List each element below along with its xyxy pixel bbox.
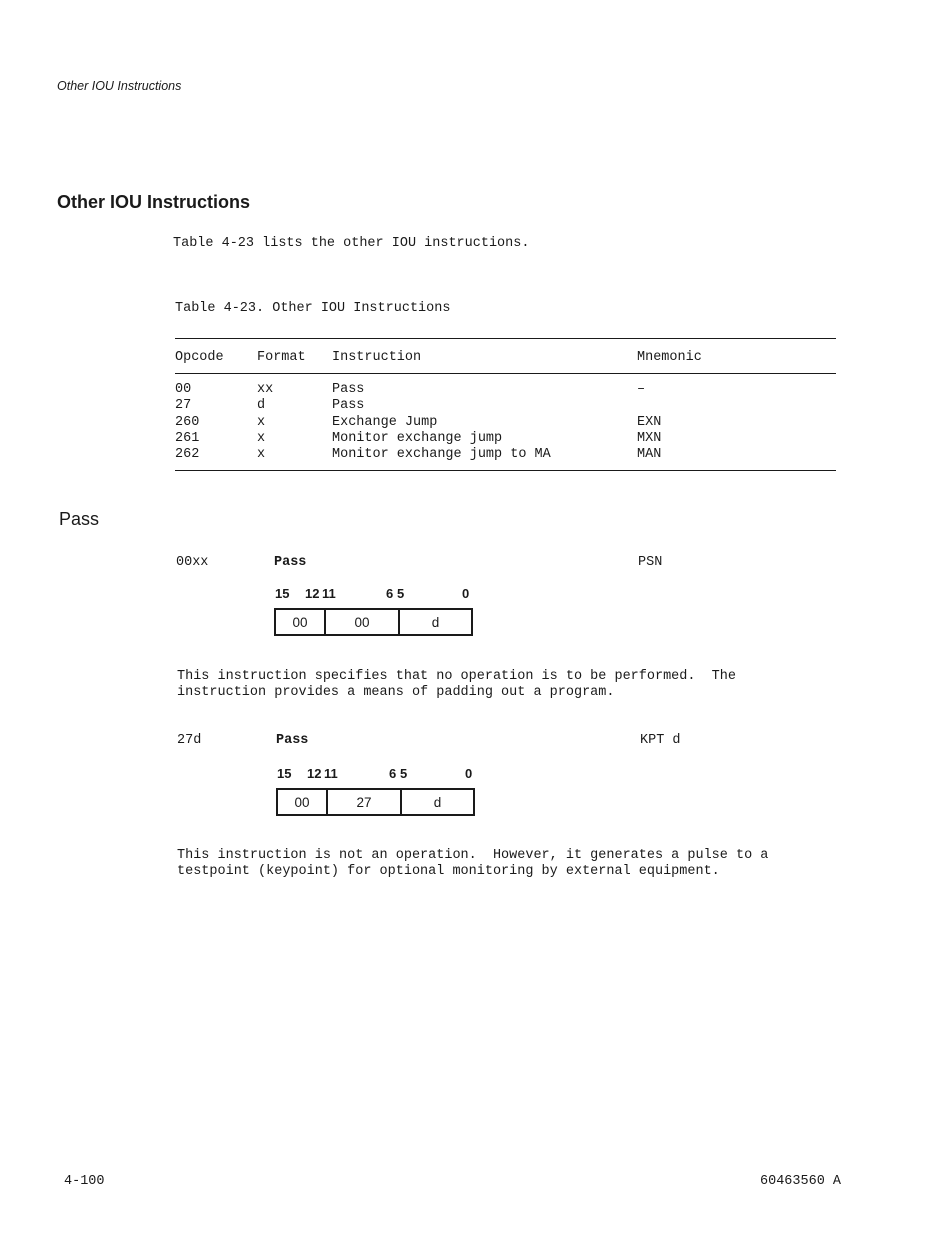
bit-label: 6 xyxy=(389,766,397,781)
bit-label: 11 xyxy=(324,766,338,781)
bit-label: 6 xyxy=(386,586,394,601)
column-header-format: Format xyxy=(257,350,306,365)
page-number: 4-100 xyxy=(64,1174,105,1189)
table-cell-mnemonic: MAN xyxy=(637,447,662,462)
intro-paragraph: Table 4-23 lists the other IOU instructions. xyxy=(173,236,530,251)
field-opcode-high: 00 xyxy=(276,610,326,634)
instruction-description: This instruction is not an operation. However, it generates a pulse to a testpoint (keypoint) for optional monitoring by external equipment. xyxy=(177,848,769,879)
column-header-opcode: Opcode xyxy=(175,350,224,365)
table-row xyxy=(175,398,836,414)
table-cell-opcode: 261 xyxy=(175,431,200,446)
bit-label: 12 xyxy=(305,586,320,601)
bit-label: 11 xyxy=(322,586,336,601)
instruction-name: Pass xyxy=(274,555,307,570)
instruction-mnemonic: KPT d xyxy=(640,733,681,748)
table-cell-mnemonic: MXN xyxy=(637,431,662,446)
bit-positions xyxy=(275,586,495,602)
instruction-format-diagram xyxy=(276,788,475,816)
instruction-code: 00xx xyxy=(176,555,209,570)
table-cell-opcode: 262 xyxy=(175,447,200,462)
table-cell-instruction: Pass xyxy=(332,382,365,397)
table-cell-opcode: 27 xyxy=(175,398,192,413)
table-bottom-rule xyxy=(175,470,836,471)
bit-label: 0 xyxy=(465,766,473,781)
instruction-name: Pass xyxy=(276,733,309,748)
running-head: Other IOU Instructions xyxy=(57,79,182,93)
table-row xyxy=(175,415,836,431)
instruction-format-diagram xyxy=(274,608,473,636)
field-d: d xyxy=(433,794,442,810)
bit-label: 5 xyxy=(400,766,408,781)
table-cell-instruction: Exchange Jump xyxy=(332,415,438,430)
field-opcode-high: 00 xyxy=(278,790,328,814)
table-header-rule xyxy=(175,373,836,374)
table-row xyxy=(175,431,836,447)
table-top-rule xyxy=(175,338,836,339)
instruction-mnemonic: PSN xyxy=(638,555,663,570)
bit-positions xyxy=(277,766,497,782)
table-cell-instruction: Pass xyxy=(332,398,365,413)
instruction-code: 27d xyxy=(177,733,202,748)
field-opcode-low: 27 xyxy=(328,790,402,814)
table-row xyxy=(175,447,836,463)
field-d: d xyxy=(431,614,440,630)
table-header-row xyxy=(175,350,836,366)
column-header-mnemonic: Mnemonic xyxy=(637,350,702,365)
table-cell-format: d xyxy=(257,398,266,413)
bit-label: 15 xyxy=(275,586,290,601)
section-title: Other IOU Instructions xyxy=(57,192,251,212)
table-cell-opcode: 260 xyxy=(175,415,200,430)
table-cell-format: xx xyxy=(257,382,274,397)
column-header-instruction: Instruction xyxy=(332,350,422,365)
field-opcode-low: 00 xyxy=(326,610,400,634)
bit-label: 12 xyxy=(307,766,322,781)
subsection-title: Pass xyxy=(59,509,100,529)
table-cell-mnemonic: EXN xyxy=(637,415,662,430)
table-cell-mnemonic: – xyxy=(637,382,646,397)
bit-label: 0 xyxy=(462,586,470,601)
table-cell-instruction: Monitor exchange jump xyxy=(332,431,503,446)
instruction-description: This instruction specifies that no operation is to be performed. The instruction provides a means of padding out a program. xyxy=(177,669,736,700)
table-cell-format: x xyxy=(257,431,266,446)
table-cell-format: x xyxy=(257,447,266,462)
bit-label: 5 xyxy=(397,586,405,601)
table-cell-opcode: 00 xyxy=(175,382,192,397)
document-number: 60463560 A xyxy=(760,1174,842,1189)
table-cell-format: x xyxy=(257,415,266,430)
table-caption: Table 4-23. Other IOU Instructions xyxy=(175,301,451,316)
bit-label: 15 xyxy=(277,766,292,781)
table-cell-instruction: Monitor exchange jump to MA xyxy=(332,447,551,462)
table-row xyxy=(175,382,836,398)
